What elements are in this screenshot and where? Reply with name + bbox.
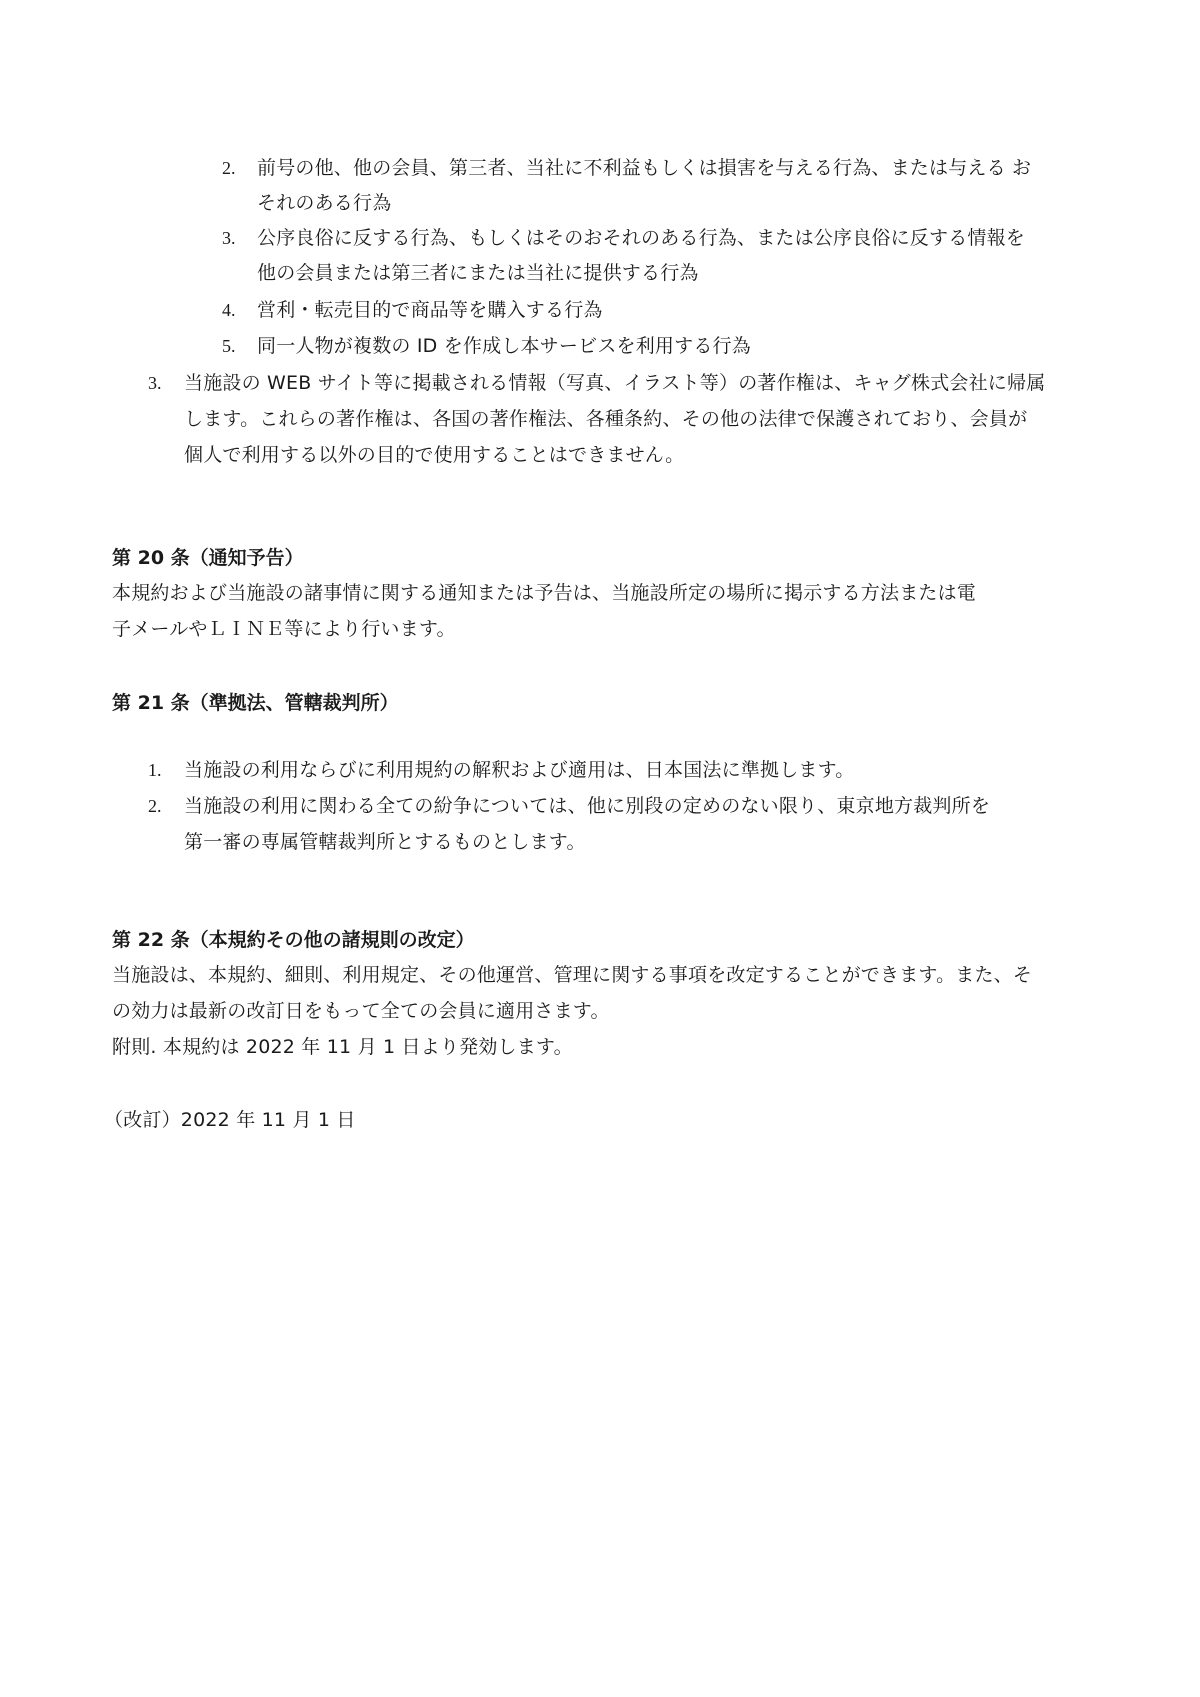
sub-item-number: 5. xyxy=(222,336,236,356)
sub-item-text: 他の会員または第三者にまたは当社に提供する行為 xyxy=(257,262,699,284)
article-22-text: の効力は最新の改訂日をもって全ての会員に適用さます。 xyxy=(112,1000,610,1022)
list-item-number: 3. xyxy=(148,373,162,393)
sub-item-number: 2. xyxy=(222,158,236,178)
sub-item-text: 公序良俗に反する行為、もしくはそのおそれのある行為、または公序良俗に反する情報を xyxy=(257,227,1026,249)
list-item-text: 当施設の WEB サイト等に掲載される情報（写真、イラスト等）の著作権は、キャグ株式会社に帰属 xyxy=(184,372,1046,394)
sub-item-number: 3. xyxy=(222,228,236,248)
revision-date: （改訂）2022 年 11 月 1 日 xyxy=(104,1109,356,1131)
article-20-heading: 第 20 条（通知予告） xyxy=(112,547,304,569)
list-item-text: します。これらの著作権は、各国の著作権法、各種条約、その他の法律で保護されており、会員が xyxy=(184,408,1028,430)
list-item-text: 第一審の専属管轄裁判所とするものとします。 xyxy=(184,831,586,853)
list-item-text: 個人で利用する以外の目的で使用することはできません。 xyxy=(184,444,685,466)
sub-item-text: 前号の他、他の会員、第三者、当社に不利益もしくは損害を与える行為、または与える お xyxy=(257,157,1032,179)
sub-item-text: それのある行為 xyxy=(257,192,392,214)
list-item-text: 当施設の利用に関わる全ての紛争については、他に別段の定めのない限り、東京地方裁判所を xyxy=(184,795,991,817)
supplementary-provision: 附則. 本規約は 2022 年 11 月 1 日より発効します。 xyxy=(112,1036,573,1058)
article-22-text: 当施設は、本規約、細則、利用規定、その他運営、管理に関する事項を改定することができます。また、そ xyxy=(112,964,1033,986)
list-item-number: 1. xyxy=(148,760,162,780)
article-20-text: 本規約および当施設の諸事情に関する通知または予告は、当施設所定の場所に掲示する方法または電 xyxy=(112,582,977,604)
sub-item-text: 営利・転売目的で商品等を購入する行為 xyxy=(257,299,603,321)
sub-item-number: 4. xyxy=(222,300,236,320)
article-20-text: 子メールやＬＩＮＥ等により行います。 xyxy=(112,618,456,640)
list-item-number: 2. xyxy=(148,796,162,816)
sub-item-text: 同一人物が複数の ID を作成し本サービスを利用する行為 xyxy=(257,335,751,357)
article-21-heading: 第 21 条（準拠法、管轄裁判所） xyxy=(112,692,399,714)
list-item-text: 当施設の利用ならびに利用規約の解釈および適用は、日本国法に準拠します。 xyxy=(184,759,855,781)
article-22-heading: 第 22 条（本規約その他の諸規則の改定） xyxy=(112,929,475,951)
